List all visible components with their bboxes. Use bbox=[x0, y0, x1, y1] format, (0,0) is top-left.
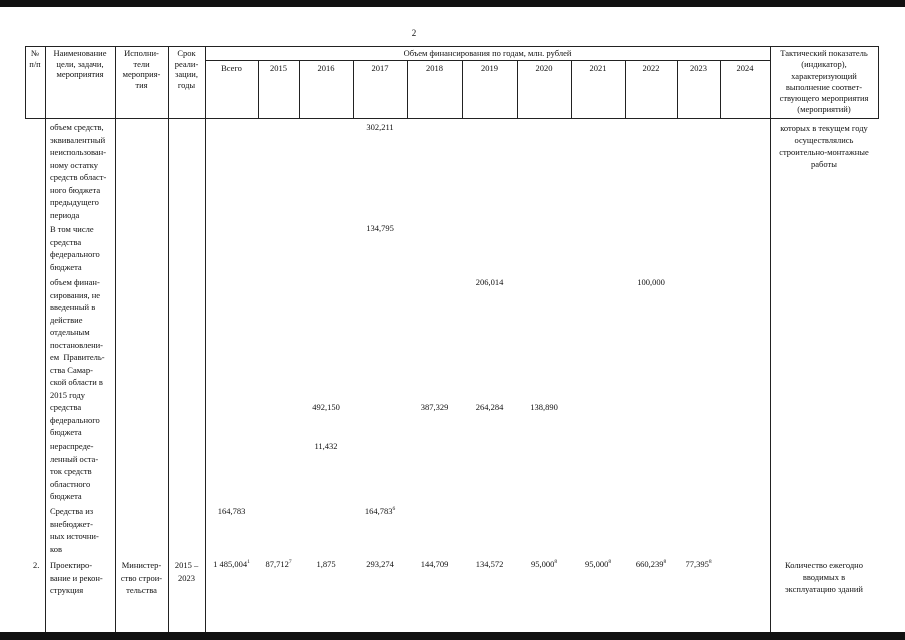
row-label: нераспреде- ленный оста- ток средств областного бюджета bbox=[50, 441, 99, 501]
executor-text: Министер- ство строи- тельства bbox=[120, 560, 163, 595]
value-cell: 164,783 bbox=[217, 506, 246, 516]
value-cell: 134,572 bbox=[475, 559, 504, 569]
year-header: 2015 bbox=[270, 63, 287, 73]
page-number: 2 bbox=[411, 28, 417, 38]
indicator-text: которых в текущем году осуществлялись строительно-монтажные работы bbox=[779, 123, 869, 169]
header-executors: Исполни- тели мероприя- тия bbox=[122, 48, 161, 90]
row-label: объем финан- сирования, не введенный в действие отдельным постановлени- ем Правитель- ства Самар- ской области в 2015 году bbox=[50, 277, 105, 400]
bottom-border bbox=[0, 632, 905, 640]
value-cell: 293,274 bbox=[366, 559, 394, 569]
value-cell: 95,000$^8$ bbox=[530, 559, 558, 569]
year-header: 2023 bbox=[690, 63, 707, 73]
term-text: 2015 – 2023 bbox=[174, 560, 199, 583]
value-cell: 134,795 bbox=[366, 223, 394, 233]
value-cell: 1,875 bbox=[316, 559, 336, 569]
row-number: 2. bbox=[33, 560, 40, 570]
value-cell: 302,211 bbox=[366, 122, 394, 132]
header-funding: Объем финансирования по годам, млн. рублей bbox=[403, 48, 572, 58]
row-label: средства федерального бюджета bbox=[50, 402, 100, 437]
year-header: 2020 bbox=[535, 63, 553, 73]
value-cell: 264,284 bbox=[475, 402, 504, 412]
value-cell: 206,014 bbox=[475, 277, 504, 287]
value-cell: 660,239$^8$ bbox=[635, 559, 667, 569]
value-cell: 164,783$^6$ bbox=[364, 506, 396, 516]
row-label: Средства из внебюджет- ных источни- ков bbox=[50, 506, 99, 554]
year-header: 2021 bbox=[589, 63, 607, 73]
value-cell: 138,890 bbox=[530, 402, 558, 412]
value-cell: 387,329 bbox=[420, 402, 449, 412]
year-header: 2017 bbox=[371, 63, 389, 73]
year-header: 2016 bbox=[317, 63, 335, 73]
value-cell: 144,709 bbox=[420, 559, 449, 569]
header-num: № п/п bbox=[29, 48, 41, 69]
value-cell: 492,150 bbox=[312, 402, 340, 412]
year-header: 2019 bbox=[481, 63, 498, 73]
value-cell: 77,395$^8$ bbox=[685, 559, 712, 569]
header-indicator: Тактический показатель (индикатор), характеризующий выполнение соответ- ствующего мероприятия (мероприятий) bbox=[779, 48, 869, 115]
header-term: Срок реали- зации, годы bbox=[174, 48, 199, 90]
indicator-text: Количество ежегодно вводимых в эксплуатацию зданий bbox=[785, 560, 863, 594]
year-header: 2018 bbox=[426, 63, 443, 73]
value-cell: 11,432 bbox=[314, 441, 338, 451]
header-name: Наименование цели, задачи, мероприятия bbox=[53, 48, 107, 79]
value-cell: 87,712$^7$ bbox=[265, 559, 292, 569]
top-border bbox=[0, 0, 905, 7]
row-label: объем средств, эквивалентный неиспользован- ному остатку средств област- ного бюджета предыдущего периода bbox=[50, 122, 107, 220]
year-header: 2024 bbox=[736, 63, 754, 73]
row-label: В том числе средства федерального бюджета bbox=[50, 224, 100, 272]
value-cell: 95,000$^8$ bbox=[584, 559, 612, 569]
value-cell: 1 485,004$^1$ bbox=[213, 559, 250, 569]
value-cell: 100,000 bbox=[637, 277, 665, 287]
year-header: 2022 bbox=[642, 63, 660, 73]
row-label: Проектиро- вание и рекон- струкция bbox=[50, 560, 103, 595]
year-header: Всего bbox=[221, 63, 242, 73]
